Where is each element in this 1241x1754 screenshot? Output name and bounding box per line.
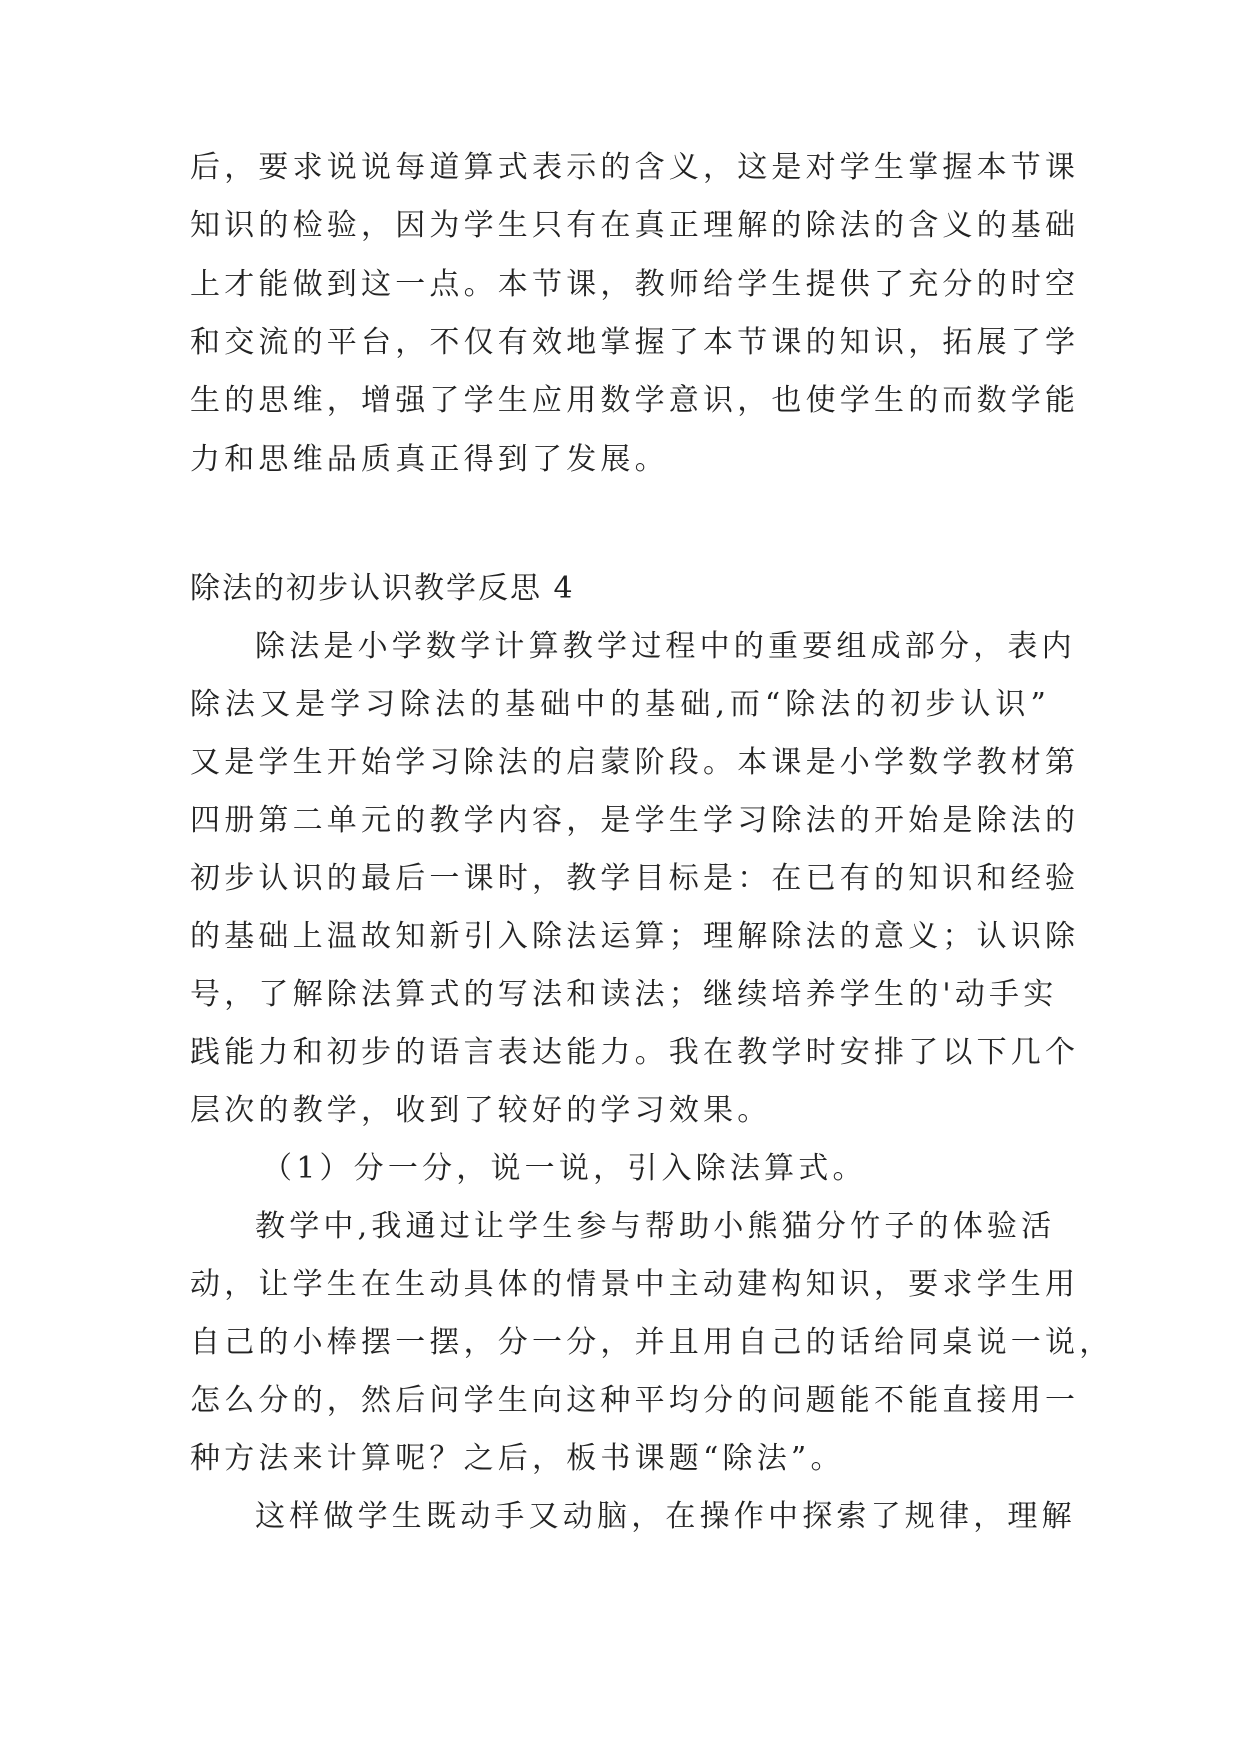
paragraph-2-line-1: 除法是小学数学计算教学过程中的重要组成部分，表内 (255, 629, 1076, 664)
paragraph-1-line-2: 知识的检验，因为学生只有在真正理解的除法的含义的基础 (190, 208, 1080, 243)
paragraph-1-line-6: 力和思维品质真正得到了发展。 (190, 442, 669, 477)
paragraph-2-line-4: 四册第二单元的教学内容，是学生学习除法的开始是除法的 (190, 803, 1080, 838)
paragraph-1-line-3: 上才能做到这一点。本节课，教师给学生提供了充分的时空 (190, 267, 1080, 302)
section-heading: 除法的初步认识教学反思 4 (190, 571, 575, 606)
paragraph-1-line-4: 和交流的平台，不仅有效地掌握了本节课的知识，拓展了学 (190, 325, 1080, 360)
paragraph-2-line-8: 践能力和初步的语言表达能力。我在教学时安排了以下几个 (190, 1035, 1080, 1070)
paragraph-2-line-7: 号，了解除法算式的写法和读法；继续培养学生的'动手实 (190, 977, 1058, 1012)
list-item-1: （1）分一分，说一说，引入除法算式。 (262, 1151, 867, 1186)
paragraph-3-line-4: 怎么分的，然后问学生向这种平均分的问题能不能直接用一 (190, 1383, 1080, 1418)
paragraph-2-line-9: 层次的教学，收到了较好的学习效果。 (190, 1093, 772, 1128)
paragraph-2-line-2: 除法又是学习除法的基础中的基础,而“除法的初步认识” (190, 687, 1050, 722)
paragraph-4-line-1: 这样做学生既动手又动脑，在操作中探索了规律，理解 (255, 1499, 1076, 1534)
paragraph-2-line-6: 的基础上温故知新引入除法运算；理解除法的意义；认识除 (190, 919, 1080, 954)
paragraph-3-line-2: 动，让学生在生动具体的情景中主动建构知识，要求学生用 (190, 1267, 1080, 1302)
paragraph-3-line-3: 自己的小棒摆一摆，分一分，并且用自己的话给同桌说一说， (190, 1325, 1114, 1360)
paragraph-2-line-5: 初步认识的最后一课时，教学目标是：在已有的知识和经验 (190, 861, 1080, 896)
paragraph-2-line-3: 又是学生开始学习除法的启蒙阶段。本课是小学数学教材第 (190, 745, 1080, 780)
paragraph-3-line-5: 种方法来计算呢？之后，板书课题“除法”。 (190, 1441, 845, 1476)
paragraph-3-line-1: 教学中,我通过让学生参与帮助小熊猫分竹子的体验活 (255, 1209, 1056, 1244)
paragraph-1-line-1: 后，要求说说每道算式表示的含义，这是对学生掌握本节课 (190, 150, 1080, 185)
paragraph-1-line-5: 生的思维，增强了学生应用数学意识，也使学生的而数学能 (190, 383, 1080, 418)
